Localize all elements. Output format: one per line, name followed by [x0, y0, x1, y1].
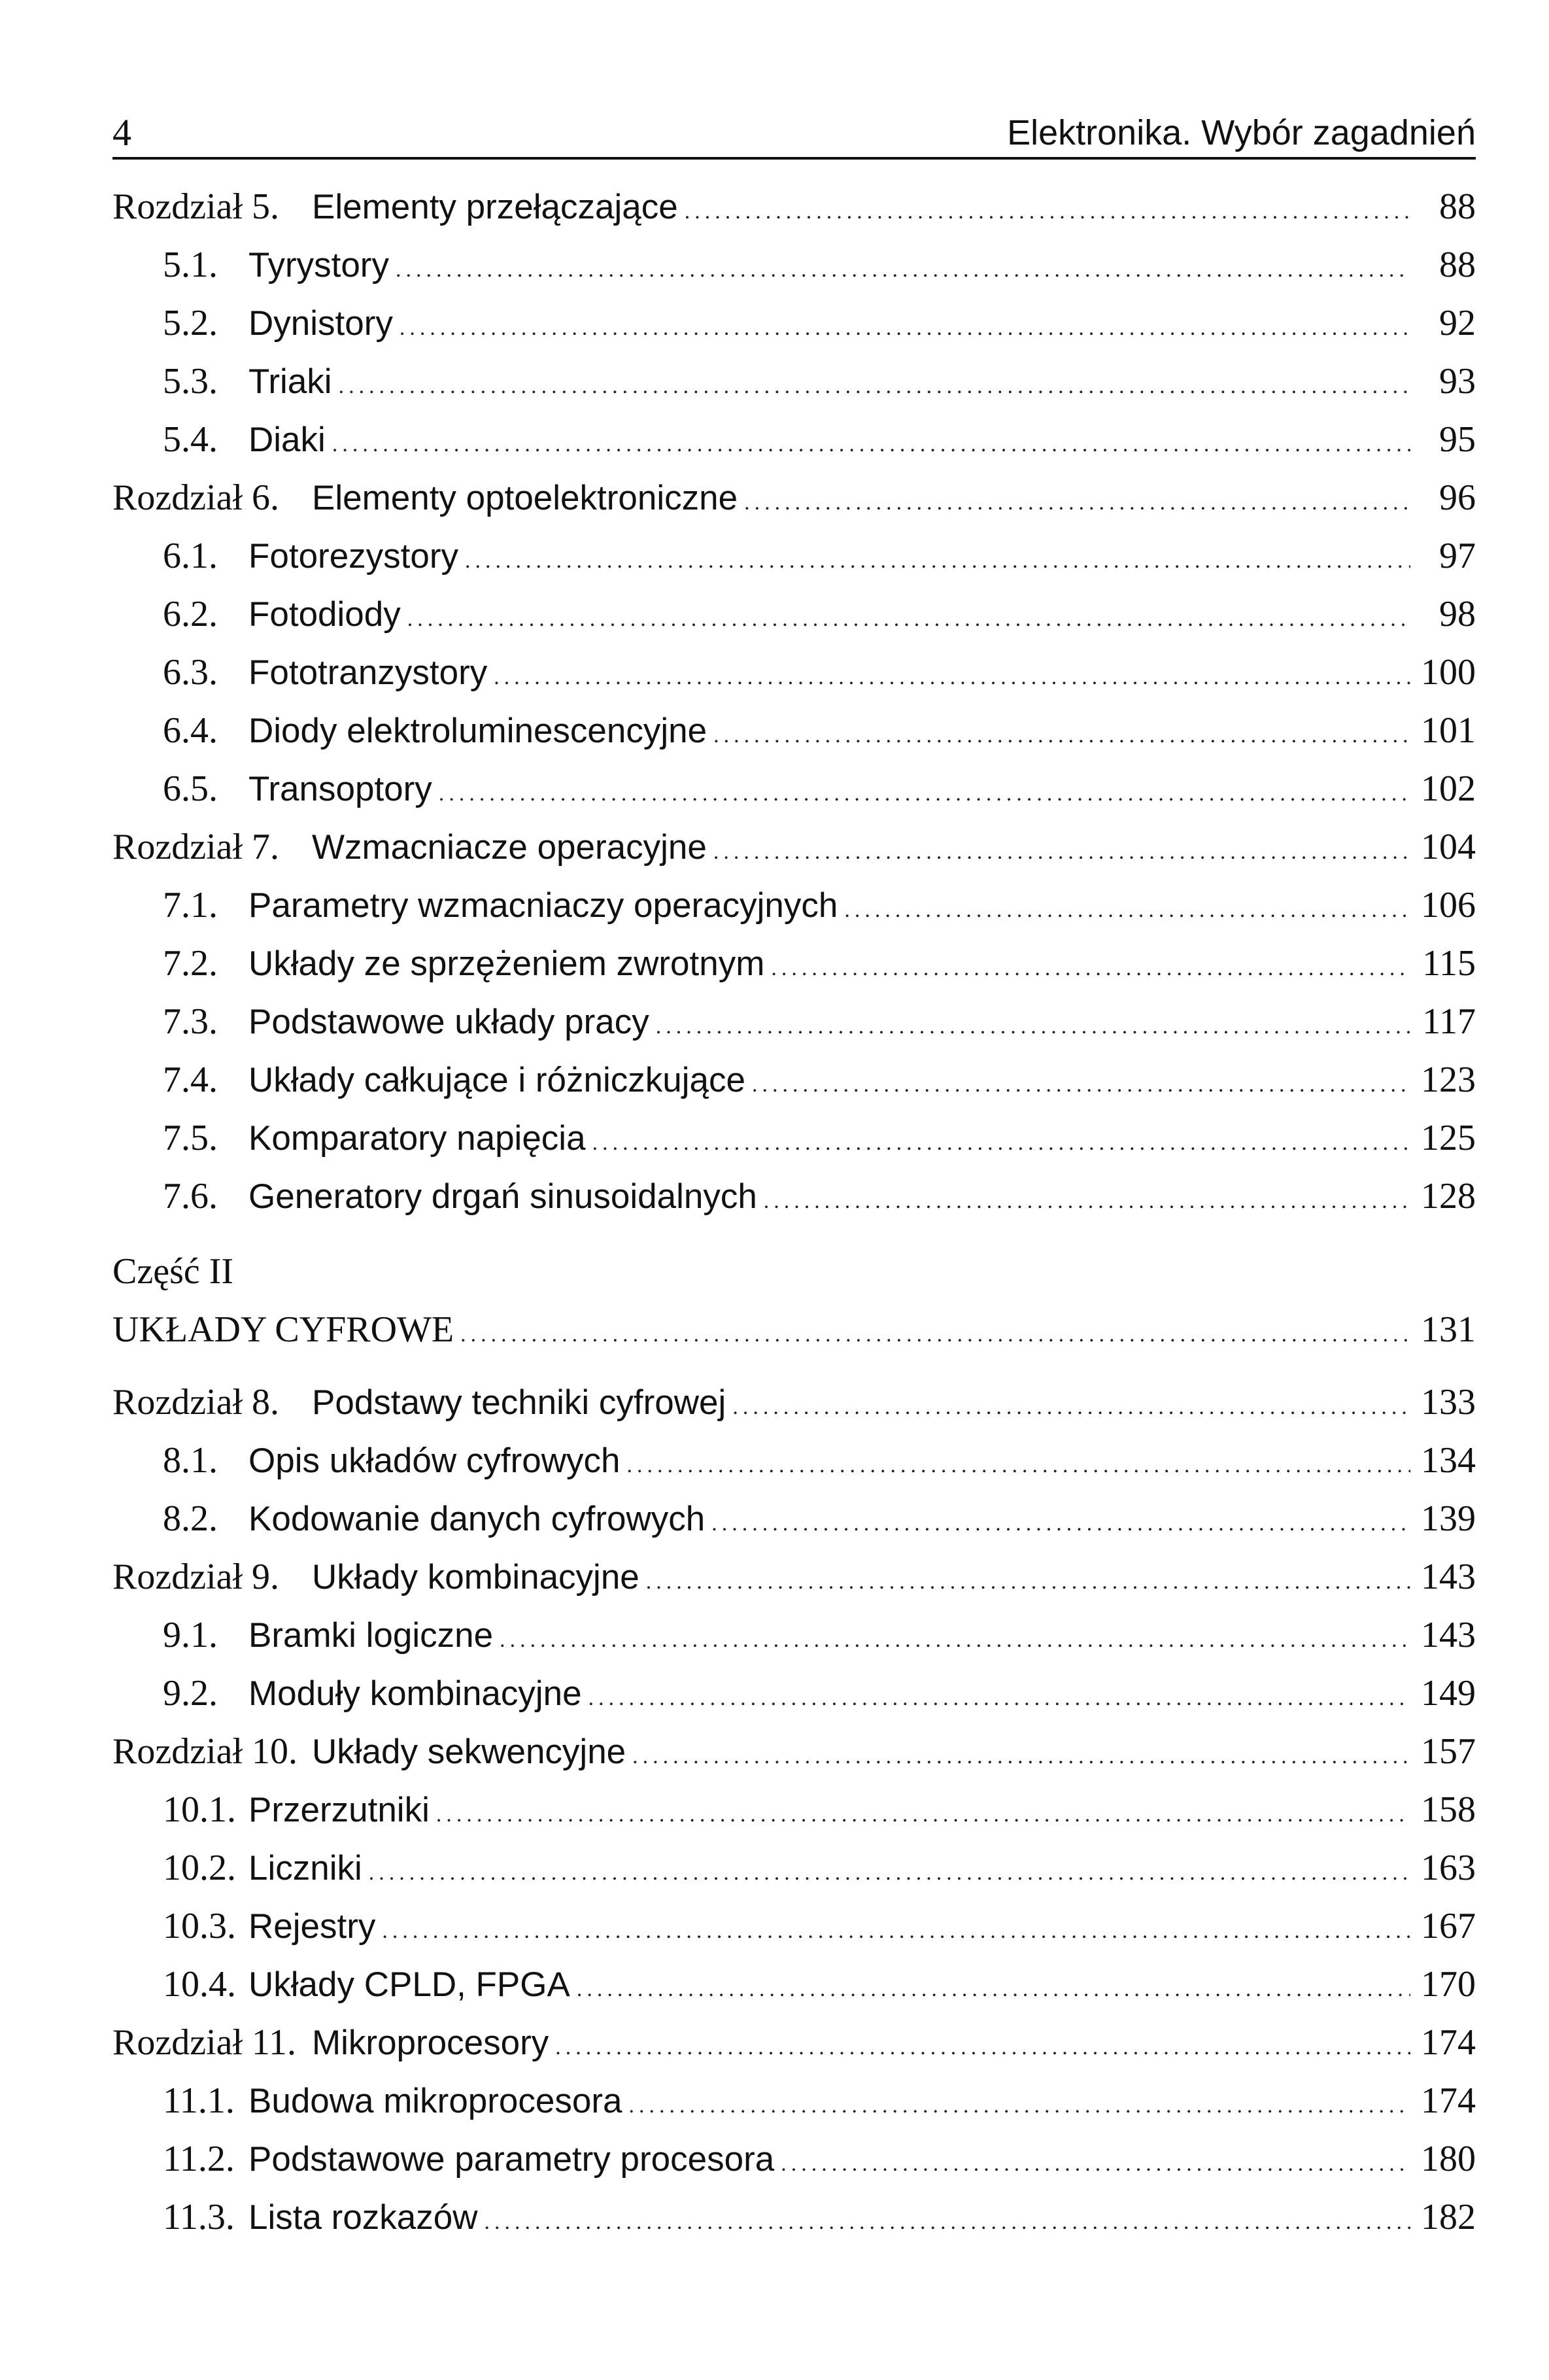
toc-entry-number: 7.3.: [163, 1001, 218, 1042]
dot-leader: [764, 1172, 1410, 1230]
toc-entry-page: 95: [1439, 419, 1476, 460]
toc-section-entry[interactable]: [112, 1051, 1476, 1109]
toc-section-entry[interactable]: [112, 1839, 1476, 1897]
part-title-entry[interactable]: [112, 1301, 1476, 1359]
toc-entry-page: 139: [1421, 1498, 1476, 1539]
toc-entry-number: 7.5.: [163, 1118, 218, 1158]
toc-entry-label: Kodowanie danych cyfrowych: [248, 1500, 706, 1538]
toc-chapter-entry[interactable]: [112, 818, 1476, 876]
toc-entry-page: 157: [1421, 1731, 1476, 1772]
toc-entry-number: 9.2.: [163, 1673, 218, 1714]
toc-section-entry[interactable]: [112, 876, 1476, 935]
toc-entry-label: Układy ze sprzężeniem zwrotnym: [248, 944, 765, 983]
toc-entry-label: Komparatory napięcia: [248, 1119, 586, 1158]
toc-section-entry[interactable]: [112, 1781, 1476, 1839]
toc-entry-number: Rozdział 5.: [112, 186, 280, 227]
toc-entry-number: 7.2.: [163, 943, 218, 984]
toc-section-entry[interactable]: [112, 236, 1476, 294]
dot-leader: [588, 1669, 1410, 1727]
toc-entry-label: Podstawowe parametry procesora: [248, 2140, 775, 2179]
toc-entry-label: Diaki: [248, 421, 326, 459]
book-page: [112, 0, 1476, 2380]
toc-entry-page: 117: [1422, 1001, 1476, 1042]
toc-entry-page: 167: [1421, 1906, 1476, 1946]
toc-section-entry[interactable]: [112, 935, 1476, 993]
toc-section-entry[interactable]: [112, 1956, 1476, 2014]
toc-entry-page: 102: [1421, 768, 1476, 809]
toc-section-entry[interactable]: [112, 644, 1476, 702]
toc-entry-page: 115: [1422, 943, 1476, 984]
toc-entry-label: Fotodiody: [248, 595, 401, 634]
toc-entry-page: 182: [1421, 2197, 1476, 2237]
toc-chapter-entry[interactable]: [112, 2014, 1476, 2072]
dot-leader: [626, 1436, 1410, 1494]
toc-section-entry[interactable]: [112, 585, 1476, 644]
dot-leader: [628, 2077, 1410, 2135]
toc-entry-number: 5.2.: [163, 303, 218, 343]
dot-leader: [592, 1114, 1410, 1172]
toc-entry-label: Fotorezystory: [248, 537, 459, 576]
toc-entry-number: 10.1.: [163, 1789, 236, 1830]
dot-leader: [656, 997, 1410, 1056]
dot-leader: [632, 1727, 1410, 1785]
toc-chapter-entry[interactable]: [112, 469, 1476, 527]
toc-entry-page: 133: [1421, 1382, 1476, 1423]
table-of-contents: [112, 178, 1476, 2247]
dot-leader: [500, 1611, 1410, 1669]
toc-entry-page: 88: [1439, 245, 1476, 285]
toc-entry-page: 163: [1421, 1848, 1476, 1888]
toc-entry-number: 11.1.: [163, 2080, 235, 2121]
toc-section-entry[interactable]: [112, 2188, 1476, 2247]
toc-section-entry[interactable]: [112, 353, 1476, 411]
book-title: Elektronika. Wybór zagadnień: [1007, 113, 1476, 152]
toc-entry-label: Elementy optoelektroniczne: [312, 479, 738, 517]
toc-entry-page: 149: [1421, 1673, 1476, 1714]
running-header: [112, 105, 1476, 160]
toc-entry-label: Transoptory: [248, 770, 432, 808]
dot-leader: [844, 881, 1410, 939]
toc-entry-page: 143: [1421, 1557, 1476, 1597]
toc-entry-number: Rozdział 10.: [112, 1731, 298, 1772]
toc-entry-page: 134: [1421, 1440, 1476, 1481]
toc-entry-page: 92: [1439, 303, 1476, 343]
toc-entry-page: 97: [1439, 536, 1476, 576]
toc-entry-page: 180: [1421, 2139, 1476, 2179]
toc-entry-label: Dynistory: [248, 304, 393, 343]
dot-leader: [460, 1305, 1410, 1364]
toc-entry-page: 123: [1421, 1060, 1476, 1100]
toc-entry-number: 11.3.: [163, 2197, 235, 2237]
toc-section-entry[interactable]: [112, 760, 1476, 818]
toc-entry-page: 96: [1439, 477, 1476, 518]
dot-leader: [485, 2193, 1410, 2251]
dot-leader: [407, 590, 1410, 648]
toc-entry-page: 143: [1421, 1615, 1476, 1655]
dot-leader: [781, 2135, 1410, 2193]
toc-entry-number: 7.6.: [163, 1176, 218, 1216]
dot-leader: [382, 1902, 1410, 1960]
toc-section-entry[interactable]: [112, 1606, 1476, 1664]
toc-entry-number: 5.1.: [163, 245, 218, 285]
dot-leader: [713, 706, 1410, 765]
dot-leader: [711, 1494, 1410, 1553]
dot-leader: [436, 1785, 1410, 1844]
toc-entry-page: 101: [1421, 710, 1476, 751]
toc-section-entry[interactable]: [112, 294, 1476, 353]
toc-entry-number: 7.1.: [163, 885, 218, 925]
toc-entry-number: 10.3.: [163, 1906, 236, 1946]
toc-entry-number: 6.4.: [163, 710, 218, 751]
toc-entry-number: Rozdział 11.: [112, 2022, 296, 2063]
toc-entry-label: Układy całkujące i różniczkujące: [248, 1061, 745, 1099]
toc-entry-page: 100: [1421, 652, 1476, 693]
toc-entry-page: 88: [1439, 186, 1476, 227]
toc-entry-label: Opis układów cyfrowych: [248, 1441, 621, 1480]
toc-entry-label: Lista rozkazów: [248, 2198, 478, 2237]
toc-entry-number: Rozdział 8.: [112, 1382, 280, 1423]
dot-leader: [494, 648, 1410, 706]
toc-block-part1: [112, 178, 1476, 1226]
toc-entry-page: 93: [1439, 361, 1476, 402]
toc-entry-label: Podstawowe układy pracy: [248, 1003, 649, 1041]
toc-entry-label: Generatory drgań sinusoidalnych: [248, 1177, 757, 1216]
toc-entry-label: Podstawy techniki cyfrowej: [312, 1383, 726, 1422]
dot-leader: [752, 1056, 1410, 1114]
toc-chapter-entry[interactable]: [112, 1548, 1476, 1606]
toc-section-entry[interactable]: [112, 527, 1476, 585]
toc-entry-number: Rozdział 7.: [112, 827, 280, 867]
dot-leader: [646, 1553, 1410, 1611]
toc-section-entry[interactable]: [112, 411, 1476, 469]
toc-entry-number: 10.4.: [163, 1964, 236, 2005]
toc-chapter-entry[interactable]: [112, 178, 1476, 236]
toc-entry-number: 6.5.: [163, 768, 218, 809]
toc-entry-label: Moduły kombinacyjne: [248, 1674, 582, 1713]
toc-entry-label: Parametry wzmacniaczy operacyjnych: [248, 886, 838, 925]
toc-entry-label: Elementy przełączające: [312, 188, 678, 226]
toc-entry-page: 128: [1421, 1176, 1476, 1216]
toc-entry-number: 11.2.: [163, 2139, 235, 2179]
dot-leader: [439, 765, 1410, 823]
toc-entry-number: 6.1.: [163, 536, 218, 576]
toc-entry-label: Tyrystory: [248, 246, 389, 285]
dot-leader: [577, 1960, 1410, 2018]
toc-entry-label: Wzmacniacze operacyjne: [312, 828, 707, 867]
toc-entry-number: Rozdział 9.: [112, 1557, 280, 1597]
toc-section-entry[interactable]: [112, 1167, 1476, 1226]
toc-section-entry[interactable]: [112, 1109, 1476, 1167]
toc-entry-number: 8.1.: [163, 1440, 218, 1481]
toc-entry-page: 106: [1421, 885, 1476, 925]
toc-entry-page: 131: [1421, 1309, 1476, 1350]
toc-entry-label: Diody elektroluminescencyjne: [248, 712, 707, 750]
page-number: 4: [112, 111, 131, 154]
toc-entry-label: Rejestry: [248, 1907, 376, 1946]
dot-leader: [332, 415, 1410, 474]
dot-leader: [339, 357, 1410, 415]
dot-leader: [369, 1844, 1410, 1902]
toc-entry-number: Rozdział 6.: [112, 477, 280, 518]
toc-block-part2: [112, 1373, 1476, 2247]
toc-entry-number: 9.1.: [163, 1615, 218, 1655]
toc-entry-page: 125: [1421, 1118, 1476, 1158]
dot-leader: [713, 823, 1410, 881]
toc-chapter-entry[interactable]: [112, 1373, 1476, 1432]
toc-entry-label: Układy kombinacyjne: [312, 1558, 639, 1596]
part-heading: Część II: [112, 1251, 234, 1292]
dot-leader: [744, 474, 1410, 532]
toc-entry-page: 104: [1421, 827, 1476, 867]
toc-entry-label: UKŁADY CYFROWE: [112, 1309, 454, 1350]
toc-entry-page: 170: [1421, 1964, 1476, 2005]
toc-entry-label: Mikroprocesory: [312, 2024, 549, 2062]
toc-chapter-entry[interactable]: [112, 1723, 1476, 1781]
toc-section-entry[interactable]: [112, 702, 1476, 760]
toc-entry-number: 7.4.: [163, 1060, 218, 1100]
toc-entry-label: Budowa mikroprocesora: [248, 2082, 622, 2120]
toc-entry-label: Fototranzystory: [248, 653, 488, 692]
toc-entry-label: Bramki logiczne: [248, 1616, 494, 1655]
dot-leader: [685, 182, 1410, 241]
toc-section-entry[interactable]: [112, 1490, 1476, 1548]
toc-entry-number: 5.3.: [163, 361, 218, 402]
toc-entry-number: 6.3.: [163, 652, 218, 693]
toc-entry-number: 8.2.: [163, 1498, 218, 1539]
toc-entry-label: Przerzutniki: [248, 1791, 430, 1829]
toc-entry-page: 98: [1439, 594, 1476, 634]
dot-leader: [465, 532, 1410, 590]
toc-section-entry[interactable]: [112, 2072, 1476, 2130]
dot-leader: [732, 1378, 1410, 1436]
toc-section-entry[interactable]: [112, 993, 1476, 1051]
toc-entry-number: 10.2.: [163, 1848, 236, 1888]
toc-section-entry[interactable]: [112, 1897, 1476, 1956]
toc-entry-label: Liczniki: [248, 1849, 362, 1888]
dot-leader: [396, 241, 1410, 299]
toc-entry-label: Układy CPLD, FPGA: [248, 1965, 570, 2004]
dot-leader: [400, 299, 1410, 357]
dot-leader: [555, 2018, 1410, 2077]
toc-entry-page: 174: [1421, 2080, 1476, 2121]
toc-entry-page: 174: [1421, 2022, 1476, 2063]
toc-section-entry[interactable]: [112, 2130, 1476, 2188]
dot-leader: [771, 939, 1410, 997]
toc-entry-number: 5.4.: [163, 419, 218, 460]
toc-entry-label: Układy sekwencyjne: [312, 1733, 626, 1771]
toc-section-entry[interactable]: [112, 1664, 1476, 1723]
toc-entry-page: 158: [1421, 1789, 1476, 1830]
toc-entry-number: 6.2.: [163, 594, 218, 634]
toc-entry-label: Triaki: [248, 362, 332, 401]
toc-section-entry[interactable]: [112, 1432, 1476, 1490]
